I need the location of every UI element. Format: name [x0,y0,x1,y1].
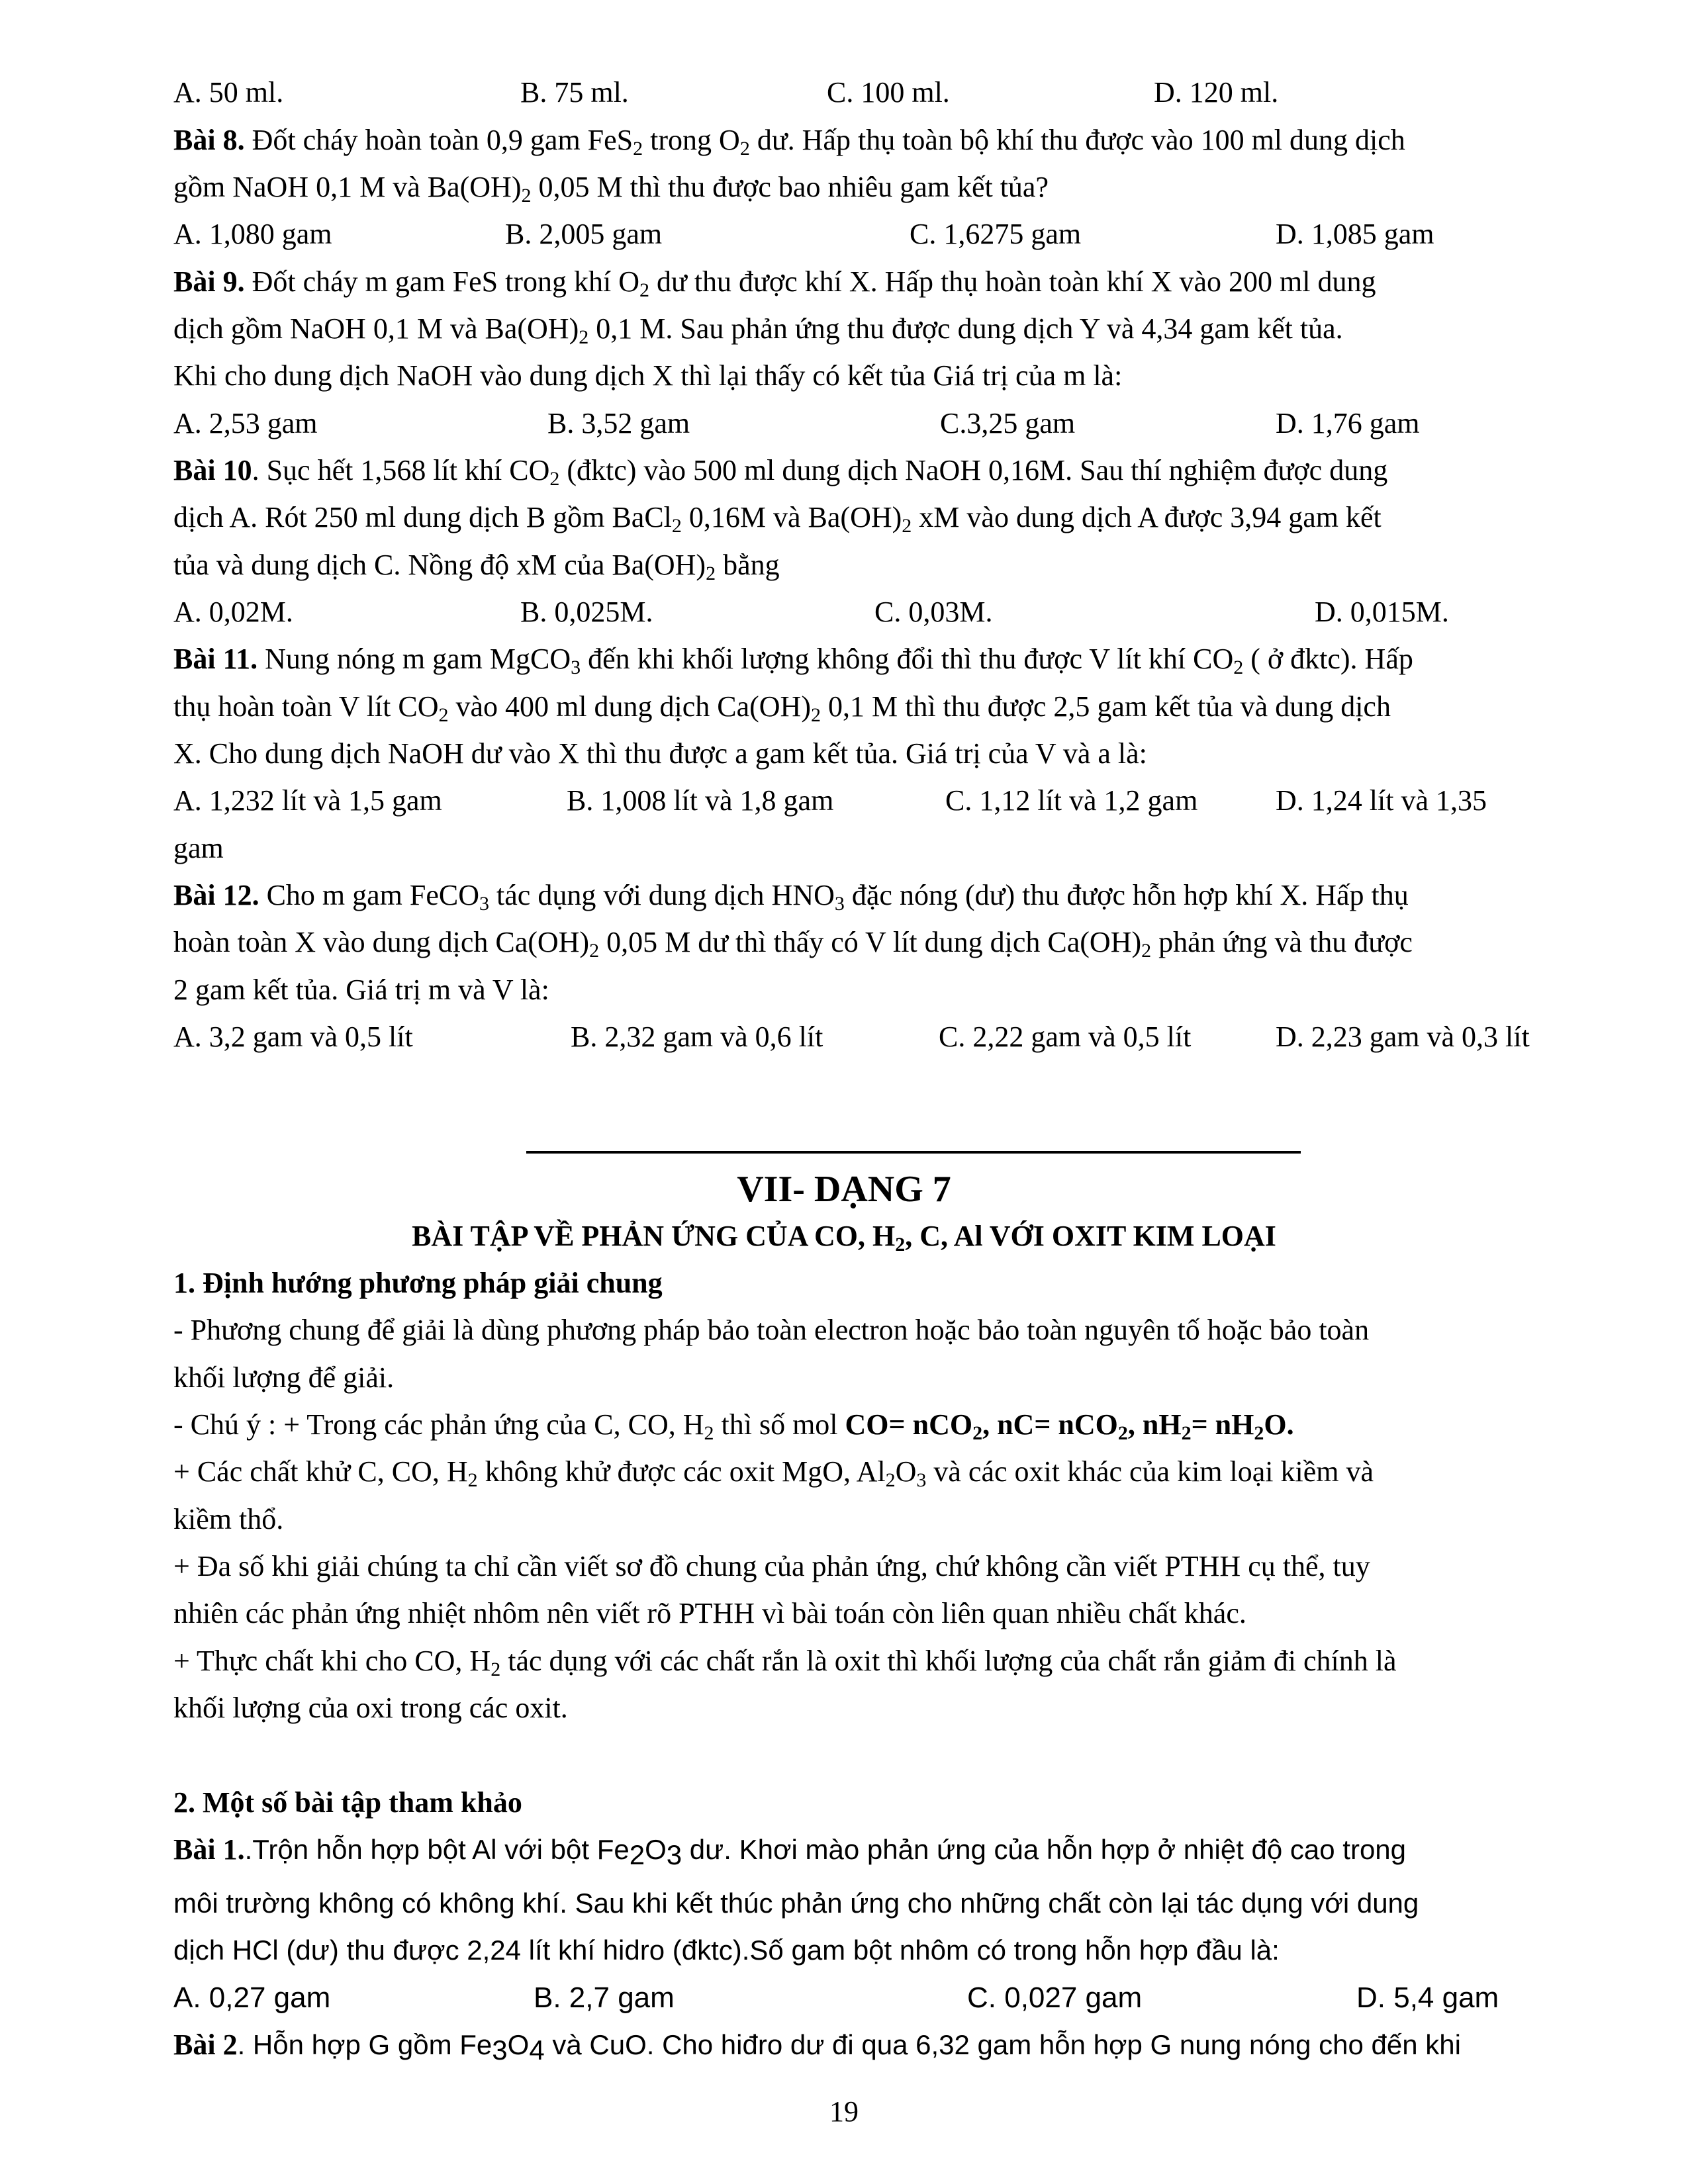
section-subtitle: BÀI TẬP VỀ PHẢN ỨNG CỦA CO, $H_2$, C, Al VỚI OXIT KIM LOẠI [412,1220,1276,1255]
r1-line-3: dịch HCl (dư) thu được 2,24 lít khí hidro (đktc).Số gam bột nhôm có trong hỗn hợp đầu là: [173,1934,1280,1966]
section-title: VII- DẠNG 7 [737,1169,951,1210]
para-4-line-2: nhiên các phản ứng nhiệt nhôm nên viết rõ PTHH vì bài toán còn liên quan nhiều chất khác. [173,1597,1246,1629]
q11-option-a: A. 1,232 lít và 1,5 gam [173,784,442,817]
q8-line-2: gồm NaOH 0,1 M và $Ba(OH)_2$ 0,05 M thì thu được bao nhiêu gam kết tủa? [173,171,1049,206]
q10-line-1: Bài 10. Sục hết 1,568 lít khí $CO_2$ (đktc) vào 500 ml dung dịch NaOH 0,16M. Sau thí nghiệm được dung [173,454,1388,490]
q12-option-b: B. 2,32 gam và 0,6 lít [571,1021,823,1053]
para-3-line-1: + Các chất khử C, CO, $H_2$ không khử được các oxit MgO, $Al_2O_3$ và các oxit khác của kim loại kiềm và [173,1455,1374,1491]
q7-option-c: C. 100 ml. [827,76,950,109]
heading-1: 1. Định hướng phương pháp giải chung [173,1267,663,1299]
q8-option-b: B. 2,005 gam [505,218,663,250]
para-3-line-2: kiềm thổ. [173,1503,284,1535]
para-5-line-1: + Thực chất khi cho CO, $H_2$ tác dụng với các chất rắn là oxit thì khối lượng của chất rắn giảm đi chính là [173,1645,1397,1680]
q9-line-1: Bài 9. Đốt cháy m gam FeS trong khí $O_2$ dư thu được khí X. Hấp thụ hoàn toàn khí X vào 200 ml dung [173,265,1376,301]
q9-line-3: Khi cho dung dịch NaOH vào dung dịch X thì lại thấy có kết tủa Giá trị của m là: [173,359,1123,392]
q9-line-2: dịch gồm NaOH 0,1 M và $Ba(OH)_2$ 0,1 M. Sau phản ứng thu được dung dịch Y và 4,34 gam kết tủa. [173,312,1343,348]
r1-line-1: Bài 1..Trộn hỗn hợp bột Al với bột $Fe_2O_3$ dư. Khơi mào phản ứng của hỗn hợp ở nhiệt độ cao trong [173,1833,1407,1870]
q9-option-a: A. 2,53 gam [173,407,318,439]
q11-line-2: thụ hoàn toàn V lít $CO_2$ vào 400 ml dung dịch $Ca(OH)_2$ 0,1 M thì thu được 2,5 gam kết tủa và dung dịch [173,690,1391,726]
q7-option-b: B. 75 ml. [520,76,629,109]
q12-option-a: A. 3,2 gam và 0,5 lít [173,1021,413,1053]
q11-number: Bài 11. [173,643,258,675]
q9-option-d: D. 1,76 gam [1276,407,1420,439]
r2-number: Bài 2 [173,2028,238,2061]
q8-number: Bài 8. [173,124,245,156]
q11-line-3: X. Cho dung dịch NaOH dư vào X thì thu được a gam kết tủa. Giá trị của V và a là: [173,737,1147,770]
para-4-line-1: + Đa số khi giải chúng ta chỉ cần viết sơ đồ chung của phản ứng, chứ không cần viết PTHH cụ thể, tuy [173,1550,1370,1582]
q10-line-2: dịch A. Rót 250 ml dung dịch B gồm BaCl$_2$ 0,16M và $Ba(OH)_2$ xM vào dung dịch A được 3,94 gam kết [173,501,1382,537]
q12-option-c: C. 2,22 gam và 0,5 lít [939,1021,1192,1053]
r1-option-a: A. 0,27 gam [173,1981,331,2014]
q9-option-c: C.3,25 gam [940,407,1076,439]
q12-number: Bài 12. [173,879,259,911]
page-number: 19 [829,2095,859,2128]
q11-option-b: B. 1,008 lít và 1,8 gam [567,784,834,817]
q8-line-1: Bài 8. Đốt cháy hoàn toàn 0,9 gam FeS$_2$ trong $O_2$ dư. Hấp thụ toàn bộ khí thu được vào 100 ml dung dịch [173,124,1405,159]
para-1-line-1: - Phương chung để giải là dùng phương pháp bảo toàn electron hoặc bảo toàn nguyên tố hoặc bảo toàn [173,1314,1370,1346]
q8-option-a: A. 1,080 gam [173,218,332,250]
q8-option-c: C. 1,6275 gam [910,218,1082,250]
q10-line-3: tủa và dung dịch C. Nồng độ xM của $Ba(OH)_2$ bằng [173,549,780,584]
q9-option-b: B. 3,52 gam [547,407,690,439]
q11-option-d-wrap: gam [173,832,224,864]
r2-line-1: Bài 2. Hỗn hợp G gồm $Fe_3O_4$ và CuO. Cho hiđro dư đi qua 6,32 gam hỗn hợp G nung nóng cho đến khi [173,2028,1461,2066]
q11-line-1: Bài 11. Nung nóng m gam MgCO$_3$ đến khi khối lượng không đổi thì thu được V lít khí $CO_2$ ( ở đktc). Hấp [173,643,1413,678]
heading-2: 2. Một số bài tập tham khảo [173,1786,522,1819]
q10-option-b: B. 0,025M. [520,596,653,628]
r1-option-d: D. 5,4 gam [1356,1981,1499,2014]
r1-line-2: môi trường không có không khí. Sau khi kết thúc phản ứng cho những chất còn lại tác dụng với dung [173,1888,1419,1919]
q12-line-1: Bài 12. Cho m gam FeCO$_3$ tác dụng với dung dịch $HNO_3$ đặc nóng (dư) thu được hỗn hợp khí X. Hấp thụ [173,879,1409,915]
r1-option-b: B. 2,7 gam [534,1981,675,2014]
section-divider [526,1151,1301,1154]
q7-option-a: A. 50 ml. [173,76,284,109]
r1-option-c: C. 0,027 gam [967,1981,1143,2014]
q8-option-d: D. 1,085 gam [1276,218,1434,250]
q12-line-3: 2 gam kết tủa. Giá trị m và V là: [173,974,549,1006]
q7-option-d: D. 120 ml. [1154,76,1279,109]
r1-number: Bài 1. [173,1833,245,1866]
q10-option-a: A. 0,02M. [173,596,293,628]
para-1-line-2: khối lượng để giải. [173,1361,395,1394]
q10-option-c: C. 0,03M. [874,596,993,628]
q10-option-d: D. 0,015M. [1315,596,1449,628]
q11-option-c: C. 1,12 lít và 1,2 gam [945,784,1198,817]
q11-option-d: D. 1,24 lít và 1,35 [1276,784,1487,817]
q12-option-d: D. 2,23 gam và 0,3 lít [1276,1021,1530,1053]
q12-line-2: hoàn toàn X vào dung dịch $Ca(OH)_2$ 0,05 M dư thì thấy có V lít dung dịch $Ca(OH)_2$ phản ứng và thu được [173,926,1413,962]
q9-number: Bài 9. [173,265,245,298]
para-5-line-2: khối lượng của oxi trong các oxit. [173,1692,568,1724]
para-2-line-1: - Chú ý : + Trong các phản ứng của C, CO, $H_2$ thì số mol CO= nCO$_2$, nC= nCO$_2$, $nH_2= nH_2O$. [173,1408,1294,1444]
q10-number: Bài 10 [173,454,252,486]
